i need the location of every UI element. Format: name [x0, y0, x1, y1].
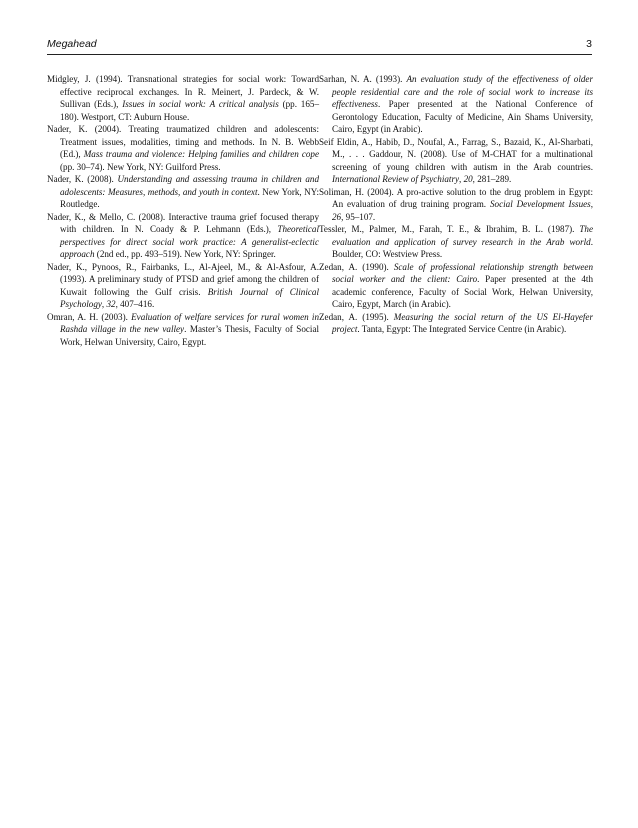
- reference-text: Omran, A. H. (2003).: [47, 311, 132, 322]
- reference-text: (pp. 165–180). Westport, CT: Auburn House.: [60, 99, 319, 122]
- reference-text: Tessler, M., Palmer, M., Farah, T. E., & Ibrahim, B. L. (1987).: [319, 224, 580, 234]
- reference-entry: [47, 211, 319, 261]
- reference-text: , 95–107.: [341, 211, 376, 222]
- references-right-column: [319, 73, 593, 336]
- reference-text: Zedan, A. (1995).: [319, 311, 394, 322]
- reference-text: Midgley, J. (1994). Transnational strategies for social work: Toward effective reciprocal exchanges. In R. Meinert, J. Pardeck, & W. Sullivan (Eds.),: [47, 74, 319, 109]
- reference-text: , 407–416.: [115, 299, 155, 309]
- reference-text: ,: [459, 174, 464, 184]
- running-title: Megahead: [47, 38, 97, 50]
- reference-text: . Boulder, CO: Westview Press.: [332, 236, 593, 259]
- reference-text: ,: [590, 199, 593, 209]
- reference-italic-text: 20: [463, 174, 473, 184]
- page-number: 3: [586, 38, 592, 50]
- reference-italic-text: Theoretical perspectives for direct social work practice: A generalist-eclectic approach: [60, 224, 319, 259]
- reference-italic-text: Scale of professional relationship strength between social worker and the client: Cairo: [332, 261, 594, 284]
- reference-text: Zedan, A. (1990).: [319, 261, 394, 272]
- reference-entry: [319, 136, 593, 186]
- reference-entry: [319, 73, 593, 136]
- reference-entry: [47, 73, 319, 123]
- reference-text: Seif Eldin, A., Habib, D., Noufal, A., Farrag, S., Bazaid, K., Al-Sharbati, M., . . . Gaddour, N. (2008). Use of M-CHAT for a multinational screening of young children with autism in the Arab countries.: [319, 136, 593, 172]
- reference-italic-text: Measuring the social return of the US El-Hayefer project: [332, 311, 593, 334]
- reference-text: . Paper presented at the 4th academic conference, Faculty of Social Work, Helwan University, Cairo, Egypt, March (in Arabic).: [332, 274, 594, 309]
- reference-italic-text: British Journal of Clinical Psychology: [60, 286, 319, 309]
- reference-text: (pp. 30–74). New York, NY: Guilford Press.: [60, 161, 221, 172]
- reference-entry: [47, 311, 319, 349]
- reference-text: (2nd ed., pp. 493–519). New York, NY: Springer.: [94, 249, 276, 259]
- reference-text: Soliman, H. (2004). A pro-active solution to the drug problem in Egypt: An evaluation of drug training program.: [319, 186, 593, 209]
- reference-italic-text: International Review of Psychiatry: [332, 174, 460, 184]
- reference-italic-text: 32: [106, 299, 116, 309]
- reference-italic-text: Issues in social work: A critical analysis: [122, 99, 279, 109]
- reference-text: . Master’s Thesis, Faculty of Social Work, Helwan University, Cairo, Egypt.: [60, 324, 320, 347]
- reference-text: Nader, K. (2004). Treating traumatized children and adolescents: Treatment issues, modalities, timing and methods. In N. B. Webb (Ed.),: [47, 124, 319, 159]
- reference-italic-text: An evaluation study of the effectiveness of older people residential care and the role of social work to increase its effectiveness: [332, 74, 594, 109]
- reference-entry: [319, 223, 593, 261]
- reference-entry: [47, 123, 319, 173]
- running-header: [47, 36, 592, 55]
- reference-text: Nader, K., & Mello, C. (2008). Interactive trauma grief focused therapy with children. In N. Coady & P. Lehmann (Eds.),: [47, 211, 319, 234]
- reference-italic-text: Evaluation of welfare services for rural women in Rashda village in the new valley: [60, 311, 319, 334]
- reference-italic-text: Mass trauma and violence: Helping families and children cope: [83, 149, 319, 159]
- reference-italic-text: 26: [332, 211, 342, 222]
- references-left-column: [47, 73, 319, 348]
- reference-text: ,: [101, 299, 107, 309]
- reference-text: Nader, K. (2008).: [47, 174, 118, 184]
- reference-italic-text: The evaluation and application of survey research in the Arab world: [332, 224, 593, 247]
- reference-text: . Paper presented at the National Conference of Gerontology Education, Faculty of Medicine, Ain Shams University, Cairo, Egypt (in Arabic).: [332, 99, 593, 134]
- reference-text: . New York, NY: Routledge.: [60, 186, 319, 209]
- reference-entry: [319, 311, 593, 336]
- reference-text: . Tanta, Egypt: The Integrated Service Centre (in Arabic).: [357, 324, 567, 334]
- reference-italic-text: Social Development Issues: [489, 199, 591, 209]
- reference-entry: [47, 261, 319, 311]
- reference-text: , 281–289.: [472, 174, 512, 184]
- reference-text: Sarhan, N. A. (1993).: [319, 74, 407, 84]
- reference-entry: [319, 261, 593, 311]
- reference-entry: [47, 173, 319, 211]
- reference-italic-text: Understanding and assessing trauma in children and adolescents: Measures, methods, and youth in context: [60, 174, 319, 197]
- reference-entry: [319, 186, 593, 224]
- reference-text: Nader, K., Pynoos, R., Fairbanks, L., Al-Ajeel, M., & Al-Asfour, A. (1993). A preliminary study of PTSD and grief among the children of Kuwait following the Gulf crisis.: [47, 261, 319, 297]
